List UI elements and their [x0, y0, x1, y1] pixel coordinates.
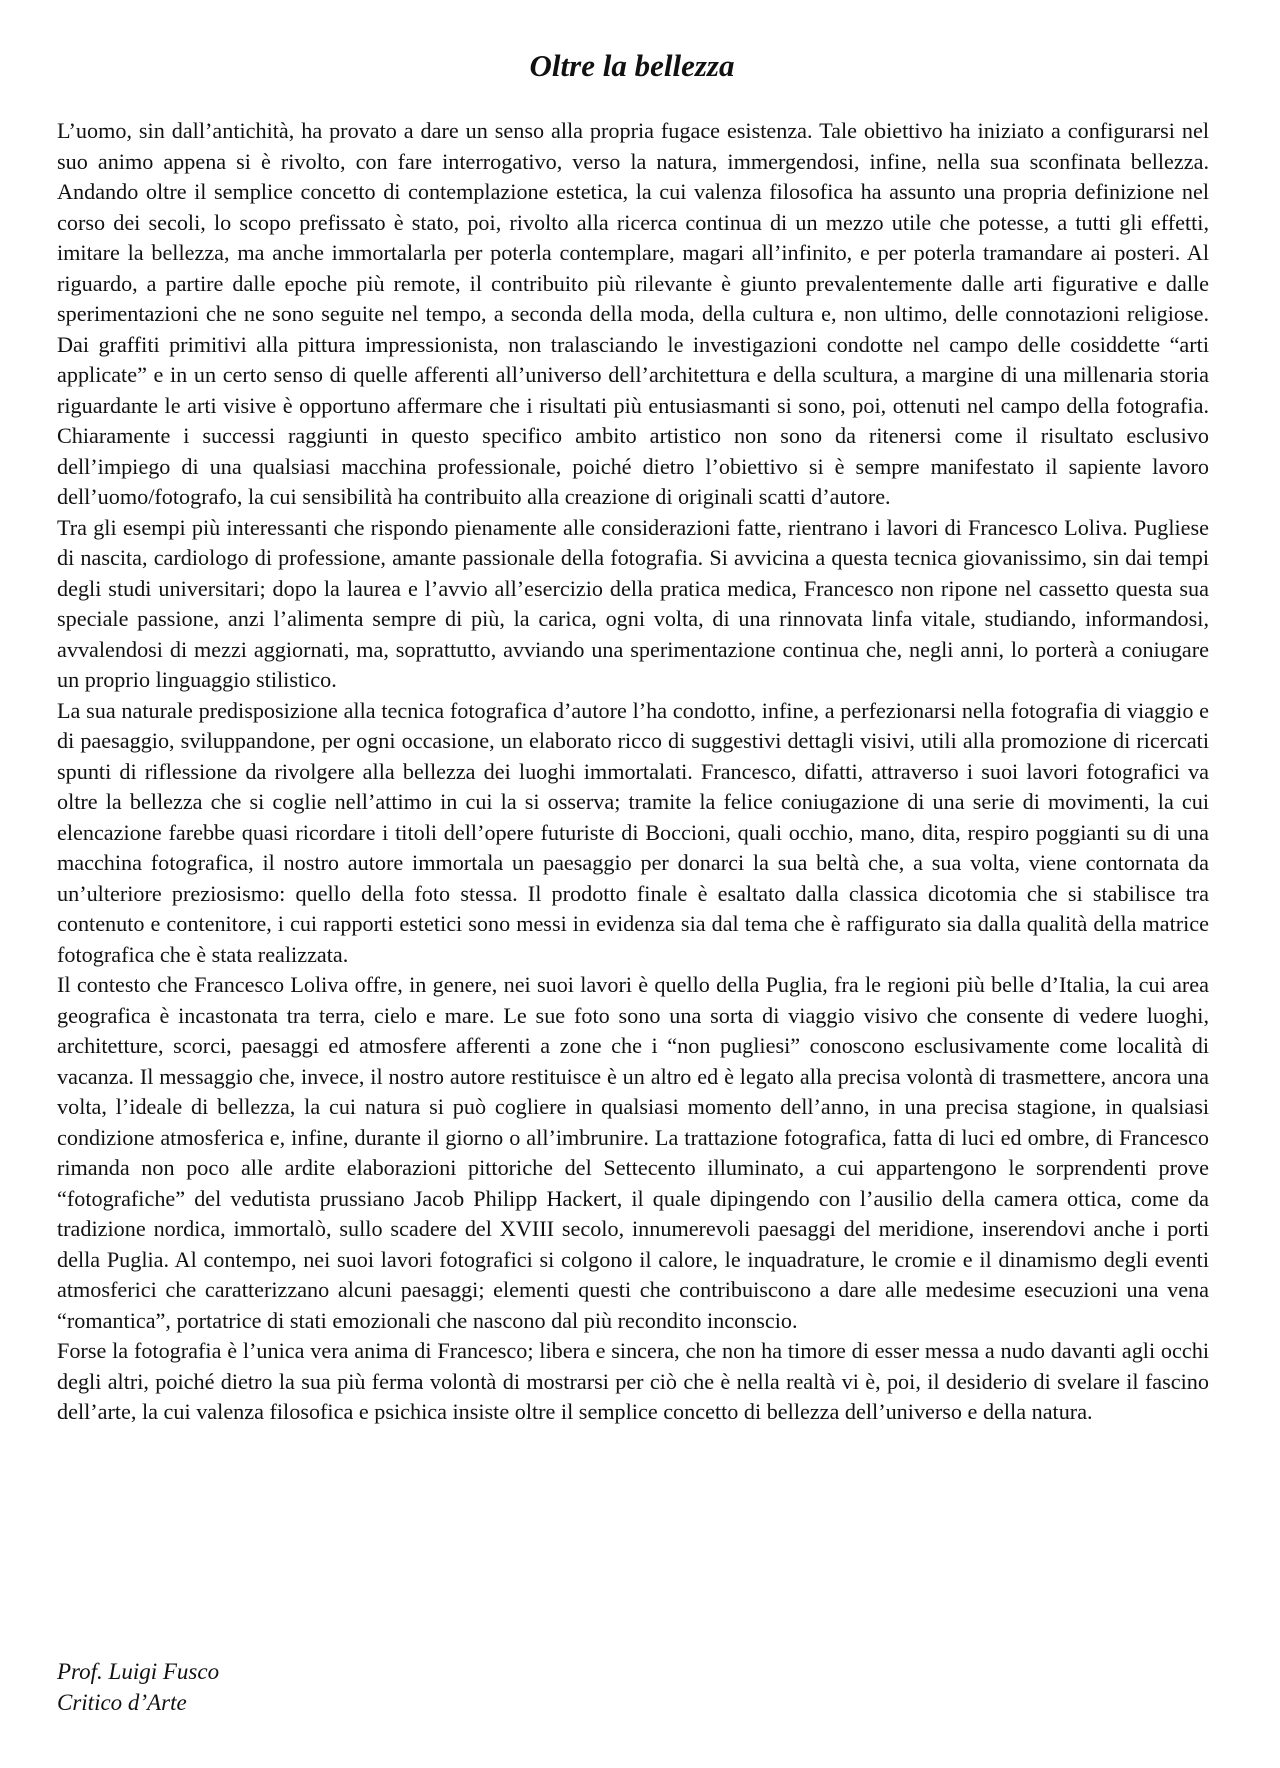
paragraph-1: L’uomo, sin dall’antichità, ha provato a dare un senso alla propria fugace esistenza. Tale obiettivo ha iniziato a configurarsi nel suo animo appena si è rivolto, con fare interrogativo, verso la natura, immergendosi, infine, nella sua sconfinata bellezza. Andando oltre il semplice concetto di contemplazione estetica, la cui valenza filosofica ha assunto una propria definizione nel corso dei secoli, lo scopo prefissato è stato, poi, rivolto alla ricerca continua di un mezzo utile che potesse, a tutti gli effetti, imitare la bellezza, ma anche immortalarla per poterla contemplare, magari all’infinito, e per poterla tramandare ai posteri. Al riguardo, a partire dalle epoche più remote, il contribuito più rilevante è giunto prevalentemente dalle arti figurative e dalle sperimentazioni che ne sono seguite nel tempo, a seconda della moda, della cultura e, non ultimo, delle connotazioni religiose. Dai graffiti primitivi alla pittura impressionista, non tralasciando le investigazioni condotte nel campo delle cosiddette “arti applicate” e in un certo senso di quelle afferenti all’universo dell’architettura e della scultura, a margine di una millenaria storia riguardante le arti visive è opportuno affermare che i risultati più entusiasmanti si sono, poi, ottenuti nel campo della fotografia. Chiaramente i successi raggiunti in questo specifico ambito artistico non sono da ritenersi come il risultato esclusivo dell’impiego di una qualsiasi macchina professionale, poiché dietro l’obiettivo si è sempre manifestato il sapiente lavoro dell’uomo/fotografo, la cui sensibilità ha contribuito alla creazione di originali scatti d’autore.: [57, 118, 1209, 509]
author-role: Critico d’Arte: [57, 1690, 187, 1715]
paragraph-4: Il contesto che Francesco Loliva offre, in genere, nei suoi lavori è quello della Puglia, fra le regioni più belle d’Italia, la cui area geografica è incastonata tra terra, cielo e mare. Le sue foto sono una sorta di viaggio visivo che consente di vedere luoghi, architetture, scorci, paesaggi ed atmosfere afferenti a zone che i “non pugliesi” conoscono esclusivamente come località di vacanza. Il messaggio che, invece, il nostro autore restituisce è un altro ed è legato alla precisa volontà di trasmettere, ancora una volta, l’ideale di bellezza, la cui natura si può cogliere in qualsiasi momento dell’anno, in una precisa stagione, in qualsiasi condizione atmosferica e, infine, durante il giorno o all’imbrunire. La trattazione fotografica, fatta di luci ed ombre, di Francesco rimanda non poco alle ardite elaborazioni pittoriche del Settecento illuminato, a cui appartengono le sorprendenti prove “fotografiche” del vedutista prussiano Jacob Philipp Hackert, il quale dipingendo con l’ausilio della camera ottica, come da tradizione nordica, immortalò, sullo scadere del XVIII secolo, innumerevoli paesaggi del meridione, inserendovi anche i porti della Puglia. Al contempo, nei suoi lavori fotografici si colgono il calore, le inquadrature, le cromie e il dinamismo degli eventi atmosferici che caratterizzano alcuni paesaggi; elementi questi che contribuiscono a dare alle medesime esecuzioni una vena “romantica”, portatrice di stati emozionali che nascono dal più recondito inconscio.: [57, 972, 1209, 1333]
paragraph-3: La sua naturale predisposizione alla tecnica fotografica d’autore l’ha condotto, infine, a perfezionarsi nella fotografia di viaggio e di paesaggio, sviluppandone, per ogni occasione, un elaborato ricco di suggestivi dettagli visivi, utili alla promozione di ricercati spunti di riflessione da rivolgere alla bellezza dei luoghi immortalati. Francesco, difatti, attraverso i suoi lavori fotografici va oltre la bellezza che si coglie nell’attimo in cui la si osserva; tramite la felice coniugazione di una serie di movimenti, la cui elencazione farebbe quasi ricordare i titoli dell’opere futuriste di Boccioni, quali occhio, mano, dita, respiro poggianti su di una macchina fotografica, il nostro autore immortala un paesaggio per donarci la sua beltà che, a sua volta, viene contornata da un’ulteriore preziosismo: quello della foto stessa. Il prodotto finale è esaltato dalla classica dicotomia che si stabilisce tra contenuto e contenitore, i cui rapporti estetici sono messi in evidenza sia dal tema che è raffigurato sia dalla qualità della matrice fotografica che è stata realizzata.: [57, 697, 1209, 967]
paragraph-5: Forse la fotografia è l’unica vera anima di Francesco; libera e sincera, che non ha timore di esser messa a nudo davanti agli occhi degli altri, poiché dietro la sua più ferma volontà di mostrarsi per ciò che è nella realtà vi è, poi, il desiderio di svelare il fascino dell’arte, la cui valenza filosofica e psichica insiste oltre il semplice concetto di bellezza dell’universo e della natura.: [57, 1338, 1209, 1424]
author-name: Prof. Luigi Fusco: [57, 1659, 220, 1684]
page-title: Oltre la bellezza: [529, 48, 735, 83]
paragraph-2: Tra gli esempi più interessanti che rispondo pienamente alle considerazioni fatte, rientrano i lavori di Francesco Loliva. Pugliese di nascita, cardiologo di professione, amante passionale della fotografia. Si avvicina a questa tecnica giovanissimo, sin dai tempi degli studi universitari; dopo la laurea e l’avvio all’esercizio della pratica medica, Francesco non ripone nel cassetto questa sua speciale passione, anzi l’alimenta sempre di più, la carica, ogni volta, di una rinnovata linfa vitale, studiando, informandosi, avvalendosi di mezzi aggiornati, ma, soprattutto, avviando una sperimentazione continua che, negli anni, lo porterà a coniugare un proprio linguaggio stilistico.: [57, 514, 1209, 692]
signature-block: [57, 1656, 219, 1718]
article-body: [57, 116, 1209, 1428]
